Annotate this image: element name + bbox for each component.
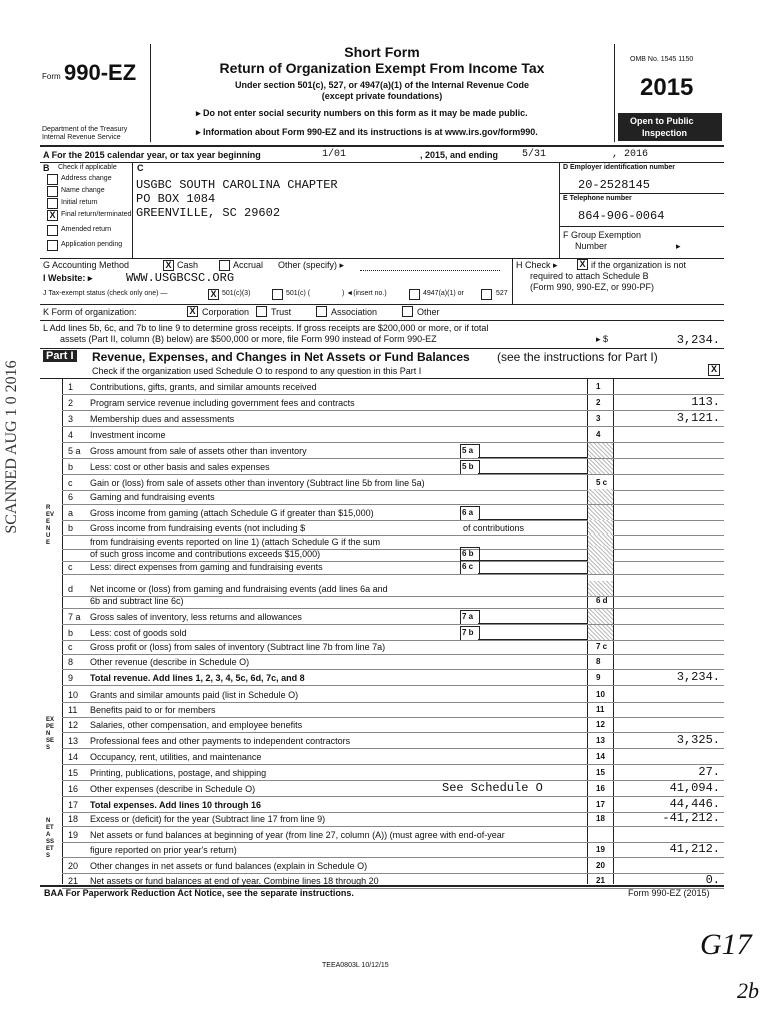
row-rule [62, 624, 724, 625]
initial-return-checkbox[interactable] [47, 198, 58, 209]
form-subtitle1: Under section 501(c), 527, or 4947(a)(1) of the Internal Revenue Code [234, 80, 530, 90]
line-amount[interactable]: 27. [698, 765, 720, 779]
line-k-label: K Form of organization: [43, 307, 137, 317]
part1-bottom-rule [40, 885, 724, 887]
software-code: TEEA0803L 10/12/15 [322, 962, 389, 969]
expenses-side-label: EXPENSES [46, 717, 55, 751]
association-label: Association [331, 307, 378, 317]
other-method-label: Other (specify) ▸ [278, 260, 345, 270]
name-change-label: Name change [61, 187, 105, 194]
gross-receipts-value[interactable]: 3,234. [676, 333, 720, 347]
line-a-label: A For the 2015 calendar year, or tax year beginning [43, 150, 261, 160]
line-number: 4 [68, 430, 74, 440]
line-amount[interactable]: 3,121. [676, 411, 720, 425]
line-l-text1: L Add lines 5b, 6c, and 7b to line 9 to determine gross receipts. If gross receipts are $200,000 or more, or if total [43, 323, 489, 333]
baa-notice: BAA For Paperwork Reduction Act Notice, see the separate instructions. [44, 888, 354, 898]
schedule-o-check-text: Check if the organization used Schedule O to respond to any question in this Part I [92, 366, 422, 376]
sub-line-label: 6 a [462, 508, 474, 517]
org-address1[interactable]: PO BOX 1084 [136, 192, 216, 206]
line-extra-text: of contributions [463, 523, 525, 533]
sub-line-label: 5 a [462, 446, 474, 455]
line-description: Gross income from gaming (attach Schedule G if greater than $15,000) [90, 508, 374, 518]
line-box-number: 8 [596, 657, 601, 666]
line-description: Gross income from fundraising events (not including $ [90, 523, 306, 533]
line-description: Occupancy, rent, utilities, and maintenance [90, 752, 262, 762]
line-description: Other revenue (describe in Schedule O) [90, 657, 250, 667]
row-rule [62, 535, 724, 536]
info-notice: ▸ Information about Form 990-EZ and its instructions is at www.irs.gov/form990. [196, 127, 538, 137]
row-rule [62, 458, 724, 459]
tax-year-begin[interactable]: 1/01 [322, 149, 347, 160]
line-number: 17 [68, 800, 79, 810]
corporation-label: Corporation [202, 307, 250, 317]
section-d-rule [559, 193, 724, 194]
line-box-number: 19 [596, 845, 605, 854]
line-box-number: 13 [596, 736, 605, 745]
sub-line-label: 5 b [462, 462, 474, 471]
shaded-cell [588, 625, 613, 641]
header-divider-right [614, 44, 615, 142]
group-exemption-arrow: ▸ [676, 241, 681, 251]
line-description: Professional fees and other payments to independent contractors [90, 736, 351, 746]
line-box-number: 16 [596, 784, 605, 793]
line-description: figure reported on prior year's return) [90, 845, 237, 855]
line-number: c [68, 642, 73, 652]
ein-value[interactable]: 20-2528145 [578, 178, 651, 192]
line-j-text: J Tax-exempt status (check only one) — [43, 290, 168, 297]
row-rule [62, 717, 724, 718]
cash-label: Cash [177, 260, 199, 270]
corporation-checkbox[interactable]: X [187, 306, 198, 317]
trust-checkbox[interactable] [256, 306, 267, 317]
sub-line-label: 6 b [462, 549, 474, 558]
line-h-text4: (Form 990, 990-EZ, or 990-PF) [530, 282, 655, 292]
section-f-label: F Group Exemption [563, 230, 642, 240]
line-description: Investment income [90, 430, 166, 440]
line-box-number: 20 [596, 861, 605, 870]
address-change-checkbox[interactable] [47, 174, 58, 185]
line-description: Gross amount from sale of assets other than inventory [90, 446, 307, 456]
line-number: 16 [68, 784, 79, 794]
line-amount[interactable]: 44,446. [669, 797, 720, 811]
line-amount[interactable]: -41,212. [662, 811, 720, 825]
application-pending-label: Application pending [61, 241, 123, 248]
line-description: Benefits paid to or for members [90, 705, 216, 715]
line-number: 3 [68, 414, 74, 424]
line-number: 9 [68, 673, 74, 683]
form-number: 990-EZ [64, 60, 137, 85]
ssn-notice: ▸ Do not enter social security numbers on this form as it may be made public. [196, 108, 528, 118]
part1-title: Revenue, Expenses, and Changes in Net Assets or Fund Balances [92, 350, 470, 364]
501c-checkbox[interactable] [272, 289, 283, 300]
line-description: Membership dues and assessments [90, 414, 235, 424]
row-rule [62, 608, 724, 609]
row-rule [62, 426, 724, 427]
tax-year-end[interactable]: 5/31 [522, 149, 547, 160]
line-box-number: 9 [596, 673, 601, 682]
line-box-number: 11 [596, 705, 605, 714]
line-number: 2 [68, 398, 74, 408]
line-description: of such gross income and contributions exceeds $15,000) [90, 549, 321, 559]
line-a-mid: , 2015, and ending [420, 150, 499, 160]
line-box-number: 3 [596, 414, 601, 423]
row-rule [62, 504, 724, 505]
accrual-label: Accrual [233, 260, 264, 270]
line-h-text2: if the organization is not [591, 260, 687, 270]
line-number: 12 [68, 720, 79, 730]
line-description: from fundraising events reported on line 1) (attach Schedule G if the sum [90, 537, 381, 547]
revenue-side-label: REVENUE [46, 505, 55, 546]
shaded-cell [588, 489, 613, 505]
line-box-number: 15 [596, 768, 605, 777]
line-number: 8 [68, 657, 74, 667]
tax-year-end-year: , 2016 [612, 149, 649, 160]
line-h-text3: required to attach Schedule B [530, 271, 649, 281]
line-number: 5 a [68, 446, 81, 456]
shaded-cell [588, 609, 613, 625]
line-number: 1 [68, 382, 74, 392]
row-rule [62, 748, 724, 749]
section-f-label2: Number [575, 241, 608, 251]
line-amount[interactable]: 3,325. [676, 733, 720, 747]
section-e-label: E Telephone number [563, 195, 632, 202]
shaded-cell [588, 459, 613, 475]
501c-label: 501(c) ( [286, 290, 311, 297]
line-description: Other changes in net assets or fund balances (explain in Schedule O) [90, 861, 368, 871]
line-box-number: 17 [596, 800, 605, 809]
line-description: 6b and subtract line 6c) [90, 596, 184, 606]
dept-line1: Department of the Treasury [42, 126, 128, 133]
line-number: 19 [68, 830, 79, 840]
line-description: Gross profit or (loss) from sales of inventory (Subtract line 7b from line 7a) [90, 642, 386, 652]
line-i-label: I Website: ▸ [43, 273, 93, 283]
line-number: d [68, 584, 74, 594]
line-number: b [68, 523, 74, 533]
open-public-text2: Inspection [642, 128, 688, 138]
line-number: 10 [68, 690, 79, 700]
part1-badge: Part I [43, 350, 77, 362]
shaded-cell [588, 581, 613, 597]
line-box-number: 21 [596, 876, 605, 885]
line-extra-text: See Schedule O [442, 781, 543, 795]
line-box-number: 2 [596, 398, 601, 407]
line-description: Net assets or fund balances at end of year. Combine lines 18 through 20 [90, 876, 379, 886]
sub-line-label: 7 b [462, 628, 474, 637]
line-description: Gross sales of inventory, less returns and allowances [90, 612, 302, 622]
line-amount[interactable]: 0. [705, 873, 720, 887]
accrual-checkbox[interactable] [219, 260, 230, 271]
row-rule [62, 826, 724, 827]
shaded-cell [588, 443, 613, 459]
schedule-o-checkbox[interactable]: X [708, 364, 720, 376]
line-g-label: G Accounting Method [43, 260, 130, 270]
line-number: c [68, 478, 73, 488]
line-j-rule [40, 304, 724, 305]
website-value[interactable]: WWW.USGBCSC.ORG [126, 271, 235, 285]
line-number: 13 [68, 736, 79, 746]
line-box-number: 1 [596, 382, 601, 391]
line-description: Net assets or fund balances at beginning of year (from line 27, column (A)) (must agree with end-of-year [90, 830, 505, 840]
tax-year: 2015 [640, 74, 694, 101]
row-rule [62, 702, 724, 703]
line-description: Total revenue. Add lines 1, 2, 3, 4, 5c, 6d, 7c, and 8 [90, 673, 305, 683]
cash-checkbox[interactable]: X [163, 260, 174, 271]
line-amount[interactable]: 113. [691, 395, 720, 409]
line-number: 18 [68, 814, 79, 824]
section-b-label: B [43, 163, 50, 173]
section-b-divider [132, 162, 133, 258]
section-b-heading: Check if applicable [58, 164, 117, 171]
line-h-divider [512, 258, 513, 304]
line-description: Gain or (loss) from sale of assets other than inventory (Subtract line 5b from line 5a) [90, 478, 425, 488]
address-change-label: Address change [61, 175, 112, 182]
form-prefix: Form [42, 72, 61, 81]
line-amount[interactable]: 41,212. [669, 842, 720, 856]
omb-number: OMB No. 1545 1150 [630, 56, 694, 63]
schedule-b-checkbox[interactable]: X [577, 259, 588, 270]
shaded-cell [588, 559, 613, 575]
line-description: Printing, publications, postage, and shipping [90, 768, 267, 778]
line-number: 14 [68, 752, 79, 762]
section-e-rule [559, 226, 724, 227]
line-description: Net income or (loss) from gaming and fundraising events (add lines 6a and [90, 584, 388, 594]
scanned-stamp: SCANNED AUG 1 0 2016 [3, 360, 20, 534]
line-box-number: 4 [596, 430, 601, 439]
line-box-number: 14 [596, 752, 605, 761]
line-number: c [68, 562, 73, 572]
handwritten-mark: G17 [700, 928, 752, 961]
row-rule [62, 640, 724, 641]
name-change-checkbox[interactable] [47, 186, 58, 197]
dept-line2: Internal Revenue Service [42, 134, 121, 141]
line-k-rule [40, 320, 724, 321]
line-number: 21 [68, 876, 79, 886]
line-description: Program service revenue including government fees and contracts [90, 398, 355, 408]
line-l-rule [40, 348, 724, 349]
other-org-checkbox[interactable] [402, 306, 413, 317]
grid-left-rule [62, 378, 63, 884]
other-org-label: Other [417, 307, 440, 317]
line-l-text2: assets (Part II, column (B) below) are $500,000 or more, file Form 990 instead of Form 990-EZ [60, 334, 437, 344]
row-rule [62, 574, 724, 575]
line-number: b [68, 628, 74, 638]
row-rule [62, 520, 724, 521]
section-d-label: D Employer identification number [563, 164, 676, 171]
line-h-text1: H Check ▸ [516, 260, 558, 270]
line-description: Other expenses (describe in Schedule O) [90, 784, 256, 794]
other-method-field[interactable] [360, 270, 500, 271]
line-description: Less: cost or other basis and sales expenses [90, 462, 270, 472]
line-description: Less: cost of goods sold [90, 628, 187, 638]
org-name[interactable]: USGBC SOUTH CAROLINA CHAPTER [136, 178, 338, 192]
4947-checkbox[interactable] [409, 289, 420, 300]
section-c-label: C [137, 163, 144, 173]
row-rule [62, 442, 724, 443]
header-bottom-rule [40, 145, 724, 147]
initial-return-label: Initial return [61, 199, 98, 206]
527-label: 527 [496, 290, 508, 297]
row-rule [62, 654, 724, 655]
line-description: Less: direct expenses from gaming and fundraising events [90, 562, 323, 572]
line-description: Gaming and fundraising events [90, 492, 215, 502]
section-bcdef-rule [40, 258, 724, 259]
line-description: Total expenses. Add lines 10 through 16 [90, 800, 262, 810]
row-rule [62, 490, 724, 491]
section-def-divider [559, 162, 560, 258]
form-title: Return of Organization Exempt From Income Tax [219, 60, 545, 76]
line-box-number: 6 d [596, 596, 608, 605]
part1-heading-rule [40, 378, 724, 379]
line-box-number: 12 [596, 720, 605, 729]
line-number: 15 [68, 768, 79, 778]
open-public-text1: Open to Public [630, 116, 694, 126]
line-number: b [68, 462, 74, 472]
final-return-checkbox[interactable]: X [47, 210, 58, 221]
line-number: a [68, 508, 74, 518]
4947-label: 4947(a)(1) or [423, 290, 464, 297]
line-amount[interactable]: 3,234. [676, 670, 720, 684]
line-number: 20 [68, 861, 79, 871]
row-rule [62, 857, 724, 858]
phone-value[interactable]: 864-906-0064 [578, 209, 665, 223]
line-description: Salaries, other compensation, and employee benefits [90, 720, 303, 730]
final-return-label: Final return/terminated [61, 211, 132, 218]
line-amount[interactable]: 41,094. [669, 781, 720, 795]
sub-line-label: 6 c [462, 562, 474, 571]
line-number: 11 [68, 705, 78, 715]
line-number: 6 [68, 492, 74, 502]
trust-label: Trust [271, 307, 292, 317]
527-checkbox[interactable] [481, 289, 492, 300]
501c3-checkbox[interactable]: X [208, 289, 219, 300]
amended-return-label: Amended return [61, 226, 112, 233]
amended-return-checkbox[interactable] [47, 225, 58, 236]
org-address2[interactable]: GREENVILLE, SC 29602 [136, 206, 281, 220]
net-assets-side-label: NET ASSETS [46, 818, 55, 859]
line-description: Excess or (deficit) for the year (Subtract line 17 from line 9) [90, 814, 326, 824]
line-box-number: 10 [596, 690, 605, 699]
part1-title-suffix: (see the instructions for Part I) [497, 350, 658, 364]
line-box-number: 18 [596, 814, 605, 823]
line-box-number: 5 c [596, 478, 608, 487]
association-checkbox[interactable] [316, 306, 327, 317]
line-l-arrow: ▸ $ [596, 334, 609, 344]
line-number: 7 a [68, 612, 81, 622]
sub-line-label: 7 a [462, 612, 474, 621]
line-description: Grants and similar amounts paid (list in Schedule O) [90, 690, 299, 700]
handwritten-mark-2: 2b [737, 978, 759, 1003]
shaded-cell [588, 505, 613, 521]
line-description: Contributions, gifts, grants, and similar amounts received [90, 382, 317, 392]
501c-insert-label: ) ◄(insert no.) [342, 290, 387, 297]
501c3-label: 501(c)(3) [222, 290, 251, 297]
row-rule [62, 685, 724, 686]
form-subtitle2: (except private foundations) [321, 91, 443, 101]
form-reference: Form 990-EZ (2015) [628, 888, 710, 898]
row-rule [62, 474, 724, 475]
line-box-number: 7 c [596, 642, 608, 651]
grid-box-right-rule [613, 378, 614, 884]
application-pending-checkbox[interactable] [47, 240, 58, 251]
title-short-form: Short Form [344, 44, 420, 60]
